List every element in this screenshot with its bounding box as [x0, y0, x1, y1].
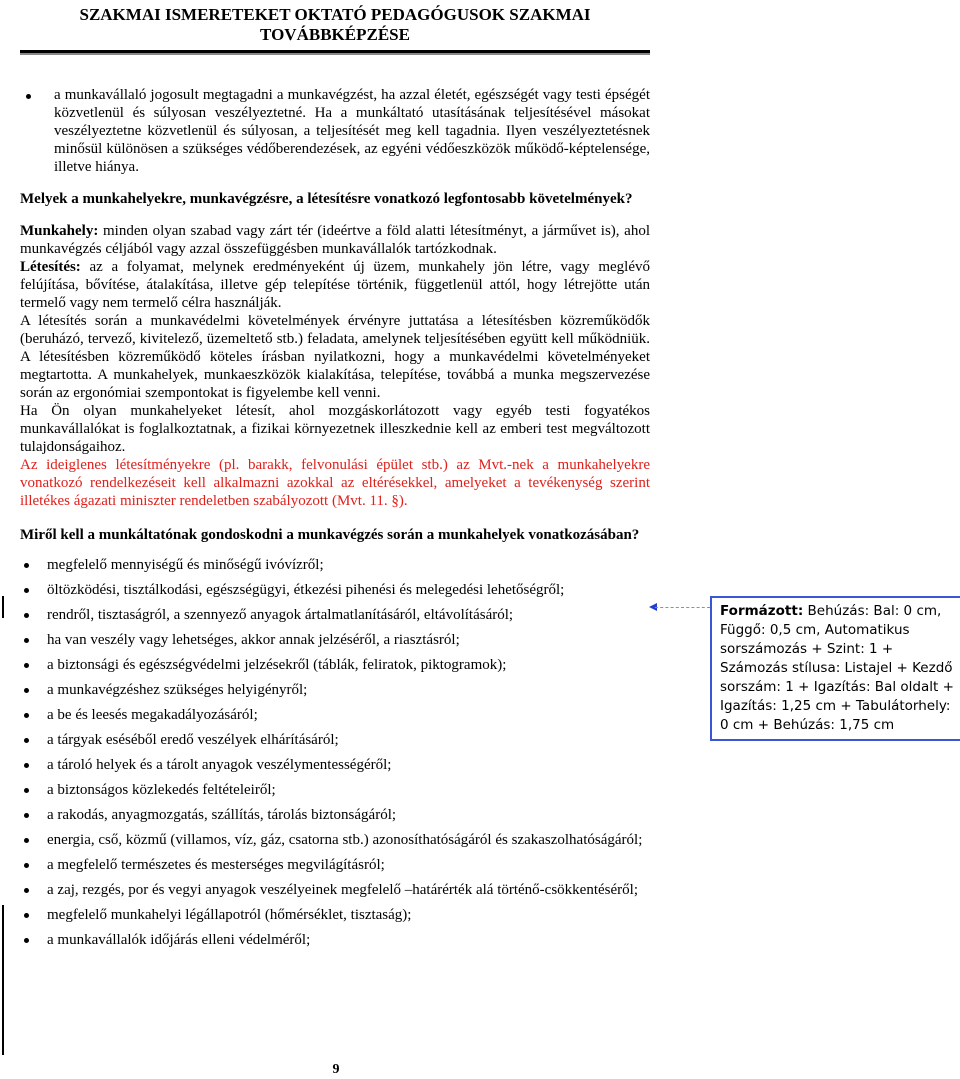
bullet-icon: [24, 563, 29, 568]
question-employer-duties: Miről kell a munkáltatónak gondoskodni a munkavégzés során a munkahelyek vonatkozásában?: [20, 527, 640, 543]
bullet-icon: [24, 688, 29, 693]
bullet-icon: [24, 788, 29, 793]
bullet-icon: [24, 838, 29, 843]
list-item: [20, 731, 650, 749]
list-item-text: a megfelelő természetes és mesterséges megvilágításról;: [47, 857, 385, 873]
comment-label: Formázott:: [720, 603, 804, 619]
employer-duties-list: [20, 556, 650, 949]
header-rule: [20, 50, 650, 55]
bullet-icon: [24, 713, 29, 718]
top-bullet-item: [20, 86, 650, 176]
top-bullet-text: a munkavállaló jogosult megtagadni a munkavégzést, ha azzal életét, egészségét vagy testi épségét közvetlenül és súlyosan veszélyeztetné. Ha a munkáltató utasításának teljesítésével másokat veszélyeztetne közvetlenül és súlyosan, a teljesítését meg kell tagadnia. Ilyen veszélyeztetésnek minősül különösen a szükséges védőberendezések, az egyéni védőeszközök működő-képtelensége, illetve hiánya.: [54, 87, 650, 175]
list-item-text: rendről, tisztaságról, a szennyező anyagok ártalmatlanításáról, eltávolításáról;: [47, 607, 514, 623]
list-item-text: a munkavégzéshez szükséges helyigényről;: [47, 682, 308, 698]
paragraph-mozgaskorlatozott: Ha Ön olyan munkahelyeket létesít, ahol mozgáskorlátozott vagy egyéb testi fogyatékos munkavállalókat is foglalkoztatnak, a fizikai környezetnek illeszkednie kell az emberi test megváltozott tulajdonságaihoz.: [20, 403, 650, 455]
list-item-text: öltözködési, tisztálkodási, egészségügyi, étkezési pihenési és melegedési lehetőségről;: [47, 582, 565, 598]
bullet-icon: [24, 588, 29, 593]
list-item-text: a tároló helyek és a tárolt anyagok veszélymentességéről;: [47, 757, 392, 773]
list-item-text: megfelelő mennyiségű és minőségű ivóvízről;: [47, 557, 324, 573]
bullet-icon: [24, 763, 29, 768]
bullet-icon: [24, 938, 29, 943]
list-item-text: a zaj, rezgés, por és vegyi anyagok veszélyeinek megfelelő –határérték alá történő-csökkentéséről;: [47, 882, 638, 898]
list-item-text: energia, cső, közmű (villamos, víz, gáz, csatorna stb.) azonosíthatóságáról és szakaszolhatóságáról;: [47, 832, 643, 848]
comment-text: Behúzás: Bal: 0 cm, Függő: 0,5 cm, Automatikus sorszámozás + Szint: 1 + Számozás stílusa: Listajel + Kezdő sorszám: 1 + Igazítás: Bal oldalt + Igazítás: 1,25 cm + Tabulátorhely: 0 cm + Behúzás: 1,75 cm: [720, 603, 954, 733]
bullet-icon: [24, 863, 29, 868]
list-item-text: ha van veszély vagy lehetséges, akkor annak jelzéséről, a riasztásról;: [47, 632, 460, 648]
list-item-text: a rakodás, anyagmozgatás, szállítás, tárolás biztonságáról;: [47, 807, 397, 823]
list-item: [20, 756, 650, 774]
page-number: 9: [332, 1062, 340, 1077]
bullet-icon: [24, 813, 29, 818]
bullet-icon: [26, 94, 31, 99]
definition-letesites-text: az a folyamat, melynek eredményeként új üzem, munkahely jön létre, vagy meglévő felújítása, bővítése, átalakítása, illetve gép telepítése történik, függetlenül attól, hogy létrejötte után termelő vagy nem termelő célra használják.: [20, 259, 650, 311]
term-letesites: Létesítés:: [20, 259, 81, 275]
list-item: [20, 906, 650, 924]
bullet-icon: [24, 663, 29, 668]
list-item: [20, 631, 650, 649]
list-item: [20, 806, 650, 824]
bullet-icon: [24, 888, 29, 893]
formatting-comment-balloon[interactable]: [710, 596, 960, 741]
definition-munkahely-text: minden olyan szabad vagy zárt tér (ideértve a föld alatti létesítményt, a járművet is), ahol munkavégzés céljából vagy azzal összefüggésben munkavállalók tartózkodnak.: [20, 223, 650, 257]
comment-connector: [655, 607, 710, 608]
definition-munkahely: [20, 222, 650, 258]
list-item: [20, 856, 650, 874]
list-item: [20, 681, 650, 699]
list-item-text: a tárgyak eséséből eredő veszélyek elhárításáról;: [47, 732, 339, 748]
list-item-text: a be és leesés megakadályozásáról;: [47, 707, 258, 723]
list-item-text: a munkavállalók időjárás elleni védelméről;: [47, 932, 311, 948]
paragraph-letesites: A létesítés során a munkavédelmi követelmények érvényre juttatása a létesítésben közreműködők (beruházó, tervező, kivitelező, üzemeltető stb.) feladata, amelynek teljesítésében együtt kell működniük. A létesítésben közreműködő köteles írásban nyilatkozni, hogy a munkavédelmi követelményeket megtartotta. A munkahelyek, munkaeszközök kialakítása, telepítése, továbbá a munka megszervezése során az ergonómiai szempontokat is figyelembe kell venni.: [20, 313, 650, 401]
list-item-text: megfelelő munkahelyi légállapotról (hőmérséklet, tisztaság);: [47, 907, 412, 923]
bullet-icon: [24, 913, 29, 918]
header-title: SZAKMAI ISMERETEKET OKTATÓ PEDAGÓGUSOK SZAKMAI TOVÁBBKÉPZÉSE: [79, 5, 591, 44]
document-body: [20, 86, 650, 956]
change-bar: [2, 905, 4, 1055]
list-item: [20, 581, 650, 599]
page-header: [20, 5, 650, 45]
bullet-icon: [24, 638, 29, 643]
list-item: [20, 556, 650, 574]
list-item-text: a biztonságos közlekedés feltételeiről;: [47, 782, 276, 798]
bullet-icon: [24, 738, 29, 743]
list-item: [20, 781, 650, 799]
term-munkahely: Munkahely:: [20, 223, 99, 239]
list-item: [20, 831, 650, 849]
paragraph-ideiglenes: Az ideiglenes létesítményekre (pl. barakk, felvonulási épület stb.) az Mvt.-nek a munkahelyekre vonatkozó rendelkezéseit kell alkalmazni azokkal az eltérésekkel, amelyeket a tevékenység szerint illetékes ágazati miniszter rendeletben szabályozott (Mvt. 11. §).: [20, 457, 650, 509]
list-item: [20, 706, 650, 724]
list-item: [20, 656, 650, 674]
question-requirements: Melyek a munkahelyekre, munkavégzésre, a létesítésre vonatkozó legfontosabb követelmények?: [20, 191, 633, 207]
list-item: [20, 931, 650, 949]
list-item: [20, 606, 650, 624]
list-item: [20, 881, 650, 899]
list-item-text: a biztonsági és egészségvédelmi jelzésekről (táblák, feliratok, piktogramok);: [47, 657, 507, 673]
change-bar: [2, 596, 4, 618]
bullet-icon: [24, 613, 29, 618]
definition-letesites: [20, 258, 650, 312]
